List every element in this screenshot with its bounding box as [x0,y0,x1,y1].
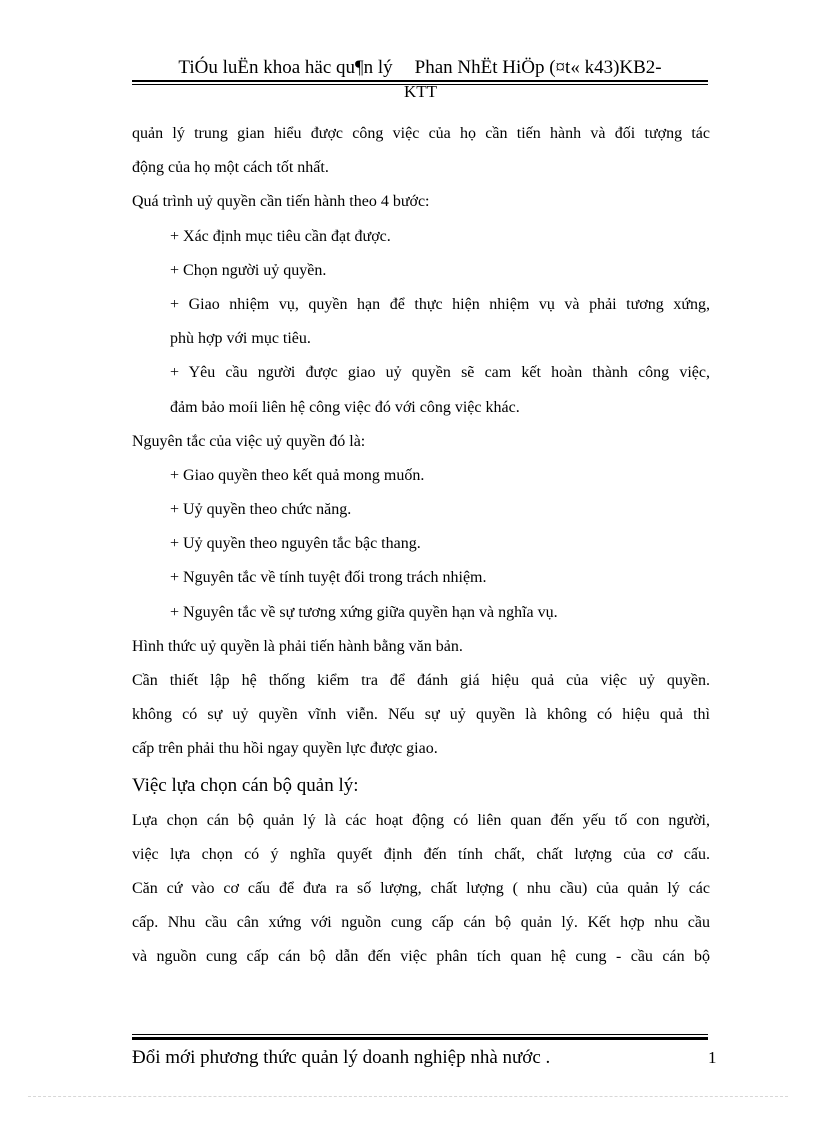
list-item: + Chọn người uỷ quyền. [170,261,327,279]
body-line: cấp. Nhu cầu cân xứng với nguồn cung cấp cán bộ quản lý. Kết hợp nhu cầu [132,914,710,932]
footer-title: Đổi mới phương thức quản lý doanh nghiệp nhà nước . [132,1047,551,1068]
header-author-continued: KTT [404,85,438,99]
body-line: không có sự uỷ quyền vĩnh viễn. Nếu sự uỷ quyền là không có hiệu quả thì [132,706,710,724]
body-line: việc lựa chọn có ý nghĩa quyết định đến tính chất, chất lượng của cơ cấu. [132,845,710,863]
section-heading: Việc lựa chọn cán bộ quản lý: [132,774,359,796]
list-item: + Nguyên tắc về tính tuyệt đối trong trách nhiệm. [170,569,487,587]
document-body [132,117,710,975]
body-line: và nguồn cung cấp cán bộ dẫn đến việc phân tích quan hệ cung - cầu cán bộ [132,948,710,966]
header-rule-thick [132,80,708,82]
page-break-line [28,1096,788,1097]
list-item: + Nguyên tắc về sự tương xứng giữa quyền hạn và nghĩa vụ. [170,603,558,621]
list-item: + Xác định mục tiêu cần đạt được. [170,227,391,245]
footer-rule-thin [132,1034,708,1035]
body-line: Cần thiết lập hệ thống kiểm tra để đánh giá hiệu quả của việc uỷ quyền. [132,672,710,689]
body-line: Nguyên tắc của việc uỷ quyền đó là: [132,432,366,450]
page-number: 1 [708,1048,717,1067]
body-line: Hình thức uỷ quyền là phải tiến hành bằng văn bản. [132,637,463,655]
header-rule-thin [132,84,708,85]
list-item: + Yêu cầu người được giao uỷ quyền sẽ cam kết hoàn thành công việc, [170,364,710,382]
footer-rule-thick [132,1037,708,1040]
list-item: phù hợp với mục tiêu. [170,330,311,348]
list-item: + Uỷ quyền theo nguyên tắc bậc thang. [170,535,421,553]
header-title: TiÓu luËn khoa häc qu¶n lý [178,57,393,78]
list-item: + Giao quyền theo kết quả mong muốn. [170,466,425,484]
list-item: đảm bảo moíi liên hệ công việc đó với công việc khác. [170,398,520,416]
list-item: + Uỷ quyền theo chức năng. [170,501,352,519]
header-author: Phan NhËt HiÖp (¤t« k43)KB2- [414,57,662,78]
body-line: Căn cứ vào cơ cấu để đưa ra số lượng, chất lượng ( nhu cầu) của quản lý các [132,879,710,897]
body-line: động của họ một cách tốt nhất. [132,159,329,177]
list-item: + Giao nhiệm vụ, quyền hạn để thực hiện nhiệm vụ và phải tương xứng, [170,295,710,313]
body-line: quản lý trung gian hiểu được công việc của họ cần tiến hành và đối tượng tác [132,125,710,142]
body-line: cấp trên phải thu hồi ngay quyền lực được giao. [132,740,438,758]
body-line: Quá trình uỷ quyền cần tiến hành theo 4 bước: [132,193,430,211]
body-line: Lựa chọn cán bộ quản lý là các hoạt động có liên quan đến yếu tố con người, [132,811,710,829]
